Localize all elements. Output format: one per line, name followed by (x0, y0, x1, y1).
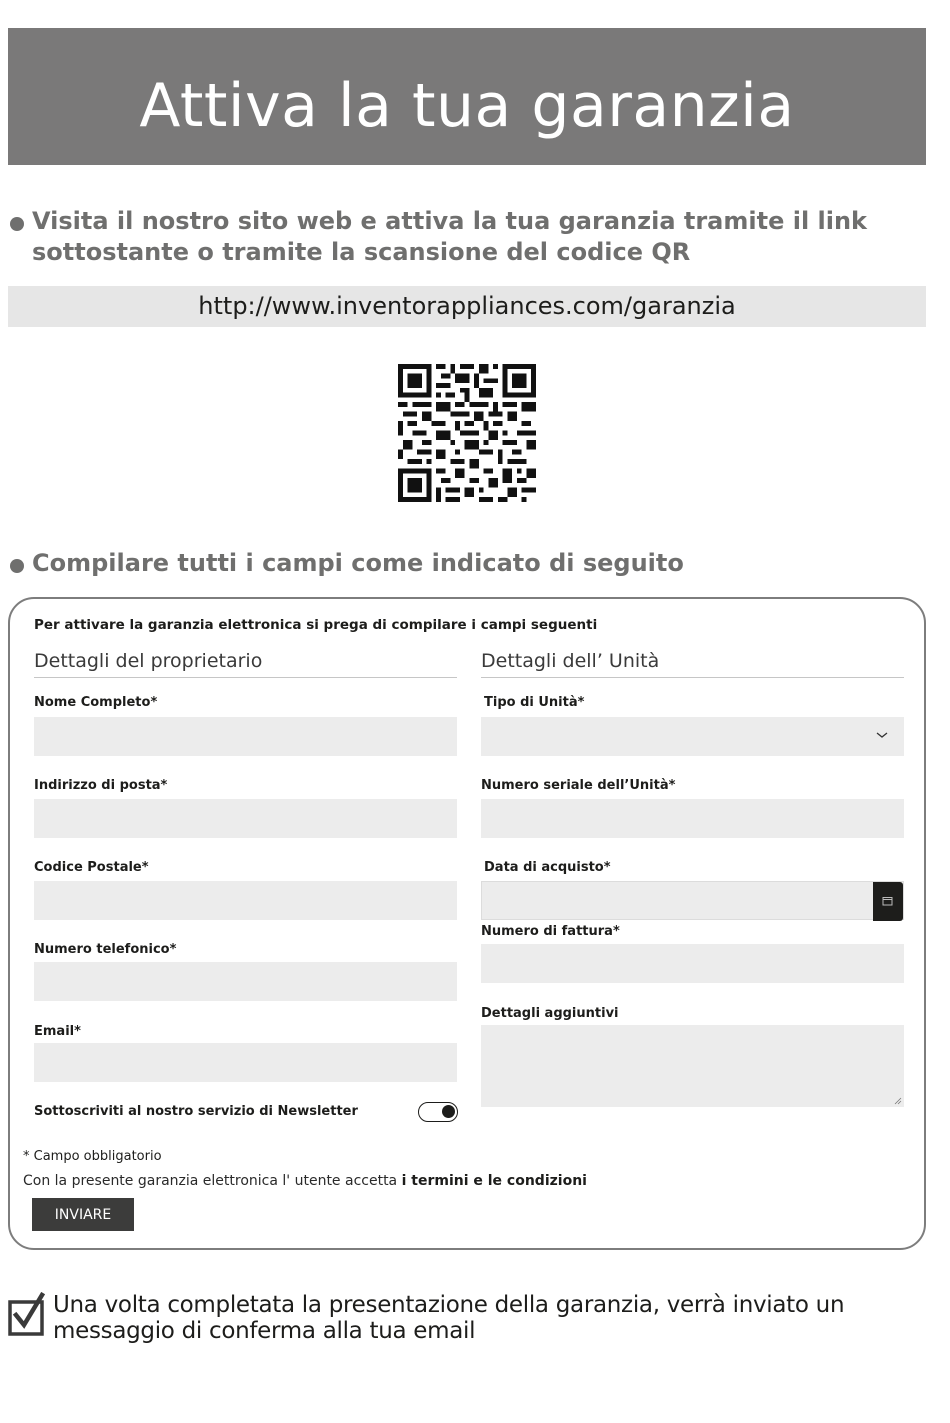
required-note: * Campo obbligatorio (23, 1149, 162, 1164)
full-name-label: Nome Completo* (34, 695, 158, 710)
confirmation-note (8, 1292, 938, 1344)
unit-type-select[interactable] (481, 717, 904, 756)
confirmation-text: Una volta completata la presentazione della garanzia, verrà inviato un messaggio di conferma alla tua email (53, 1292, 845, 1344)
step-visit-text: Visita il nostro sito web e attiva la tua garanzia tramite il link sottostante o tramite la scansione del codice QR (32, 207, 868, 266)
toggle-knob (442, 1105, 455, 1118)
divider (34, 677, 457, 678)
step-visit-website (10, 206, 925, 268)
warranty-form (8, 597, 926, 1250)
divider (481, 677, 904, 678)
bullet-icon (10, 559, 24, 573)
terms-link[interactable]: i termini e le condizioni (401, 1173, 587, 1189)
submit-button[interactable]: INVIARE (32, 1198, 134, 1231)
postal-code-label: Codice Postale* (34, 860, 149, 875)
terms-prefix: Con la presente garanzia elettronica l' utente accetta (23, 1173, 398, 1189)
phone-input[interactable] (34, 962, 457, 1001)
address-label: Indirizzo di posta* (34, 778, 168, 793)
unit-type-label: Tipo di Unità* (484, 695, 585, 710)
purchase-date-label: Data di acquisto* (484, 860, 611, 875)
qr-code-icon[interactable] (398, 364, 536, 502)
resize-grip-icon[interactable] (894, 1097, 902, 1105)
phone-label: Numero telefonico* (34, 942, 177, 957)
serial-label: Numero seriale dell’Unità* (481, 778, 676, 793)
email-label: Email* (34, 1024, 81, 1039)
calendar-icon (882, 896, 893, 906)
additional-label: Dettagli aggiuntivi (481, 1006, 619, 1021)
form-intro: Per attivare la garanzia elettronica si prega di compilare i campi seguenti (34, 617, 598, 633)
postal-code-input[interactable] (34, 881, 457, 920)
newsletter-label: Sottoscriviti al nostro servizio di Newsletter (34, 1104, 358, 1119)
header-banner (8, 28, 926, 165)
bullet-icon (10, 217, 24, 231)
additional-textarea[interactable] (481, 1025, 904, 1107)
terms-text (23, 1173, 587, 1189)
serial-input[interactable] (481, 799, 904, 838)
checkbox-check-icon (8, 1292, 46, 1336)
page-title: Attiva la tua garanzia (139, 71, 795, 141)
chevron-down-icon (874, 727, 890, 743)
calendar-button[interactable] (873, 882, 903, 921)
full-name-input[interactable] (34, 717, 457, 756)
warranty-url-link[interactable]: http://www.inventorappliances.com/garanzia (8, 286, 926, 327)
newsletter-toggle[interactable] (418, 1102, 458, 1122)
invoice-label: Numero di fattura* (481, 924, 620, 939)
step-fill-fields (10, 548, 925, 579)
invoice-input[interactable] (481, 944, 904, 983)
step-fill-text: Compilare tutti i campi come indicato di seguito (32, 549, 684, 577)
email-input[interactable] (34, 1043, 457, 1082)
purchase-date-input[interactable] (481, 881, 904, 920)
address-input[interactable] (34, 799, 457, 838)
unit-section-title: Dettagli dell’ Unità (481, 650, 660, 672)
owner-section-title: Dettagli del proprietario (34, 650, 263, 672)
